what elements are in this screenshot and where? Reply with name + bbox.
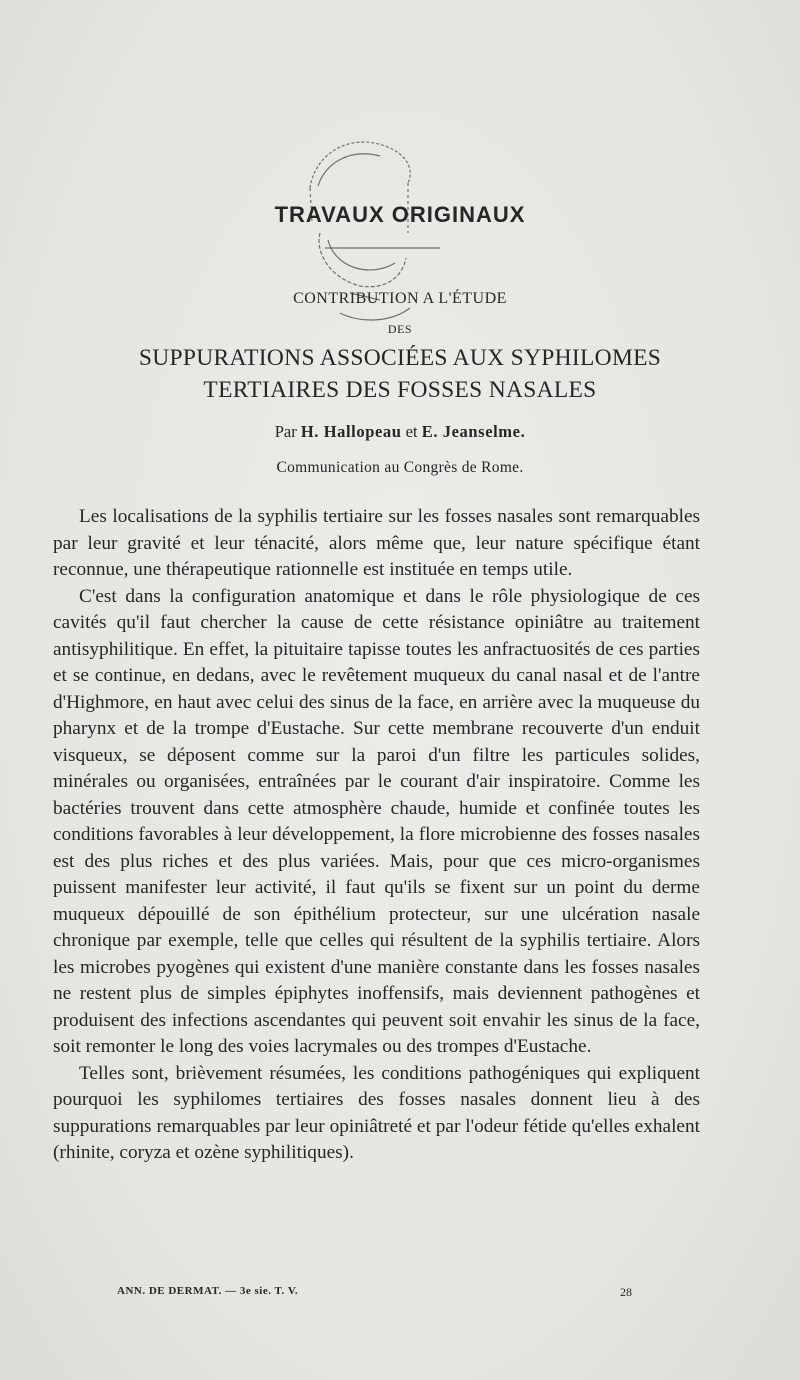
authors-conjunction: et [405, 422, 418, 441]
author-1: H. Hallopeau [300, 422, 402, 441]
des-line: DES [387, 322, 413, 336]
paragraph-3: Telles sont, brièvement résumées, les conditions pathogéniques qui expliquent pourquoi les syphilomes tertiaires des fosses nasales donnent lieu à des suppurations remarquables par leur opiniâtreté et par l'odeur fétide qu'elles exhalent (rhinite, coryza et ozène syphilitiques). [53, 1062, 700, 1163]
author-2: E. Jeanselme. [421, 422, 526, 441]
communication-note: Communication au Congrès de Rome. [276, 459, 524, 476]
page-number: 28 [620, 1285, 632, 1299]
authors-prefix: Par [274, 422, 297, 441]
article-title-line-2: TERTIAIRES DES FOSSES NASALES [203, 377, 597, 403]
article-title-line-1: SUPPURATIONS ASSOCIÉES AUX SYPHILOMES [138, 345, 662, 371]
article-title [0, 342, 800, 406]
journal-footer: ANN. DE DERMAT. — 3e sie. T. V. [117, 1285, 299, 1297]
authors-line [0, 422, 800, 442]
article-body [53, 504, 700, 1167]
section-title: TRAVAUX ORIGINAUX [274, 202, 526, 227]
contribution-line: CONTRIBUTION A L'ÉTUDE [293, 290, 507, 307]
paragraph-2: C'est dans la configuration anatomique et dans le rôle physiologique de ces cavités qu'il faut chercher la cause de cette résistance opiniâtre au traitement antisyphilitique. En effet, la pituitaire tapisse toutes les anfractuosités de ces parties et se continue, en dedans, avec le revêtement muqueux du canal nasal et de l'antre d'Highmore, en haut avec celui des sinus de la face, en arrière avec la muqueuse du pharynx et de la trompe d'Eustache. Sur cette membrane recouverte d'un enduit visqueux, se déposent comme sur la paroi d'un filtre les particules solides, minérales ou organisées, entraînées par le courant d'air inspiratoire. Comme les bactéries trouvent dans cette atmosphère chaude, humide et confinée toutes les conditions favorables à leur développement, la flore microbienne des fosses nasales est des plus riches et des plus variées. Mais, pour que ces micro-organismes puissent manifester leur activité, il faut qu'ils se fixent sur un point du derme muqueux dépouillé de son épithélium protecteur, sur une ulcération nasale chronique par exemple, telle que celles qui résultent de la syphilis tertiaire. Alors les microbes pyogènes qui existent d'une manière constante dans les fosses nasales ne restent plus de simples épiphytes inoffensifs, mais deviennent pathogènes et produisent des infections ascendantes qui peuvent soit envahir les sinus de la face, soit remonter le long des voies lacrymales ou des trompes d'Eustache. [53, 585, 700, 1057]
paragraph-1: Les localisations de la syphilis tertiaire sur les fosses nasales sont remarquables par leur gravité et leur ténacité, alors même que, leur nature spécifique étant reconnue, une thérapeutique rationnelle est instituée en temps utile. [53, 506, 700, 580]
